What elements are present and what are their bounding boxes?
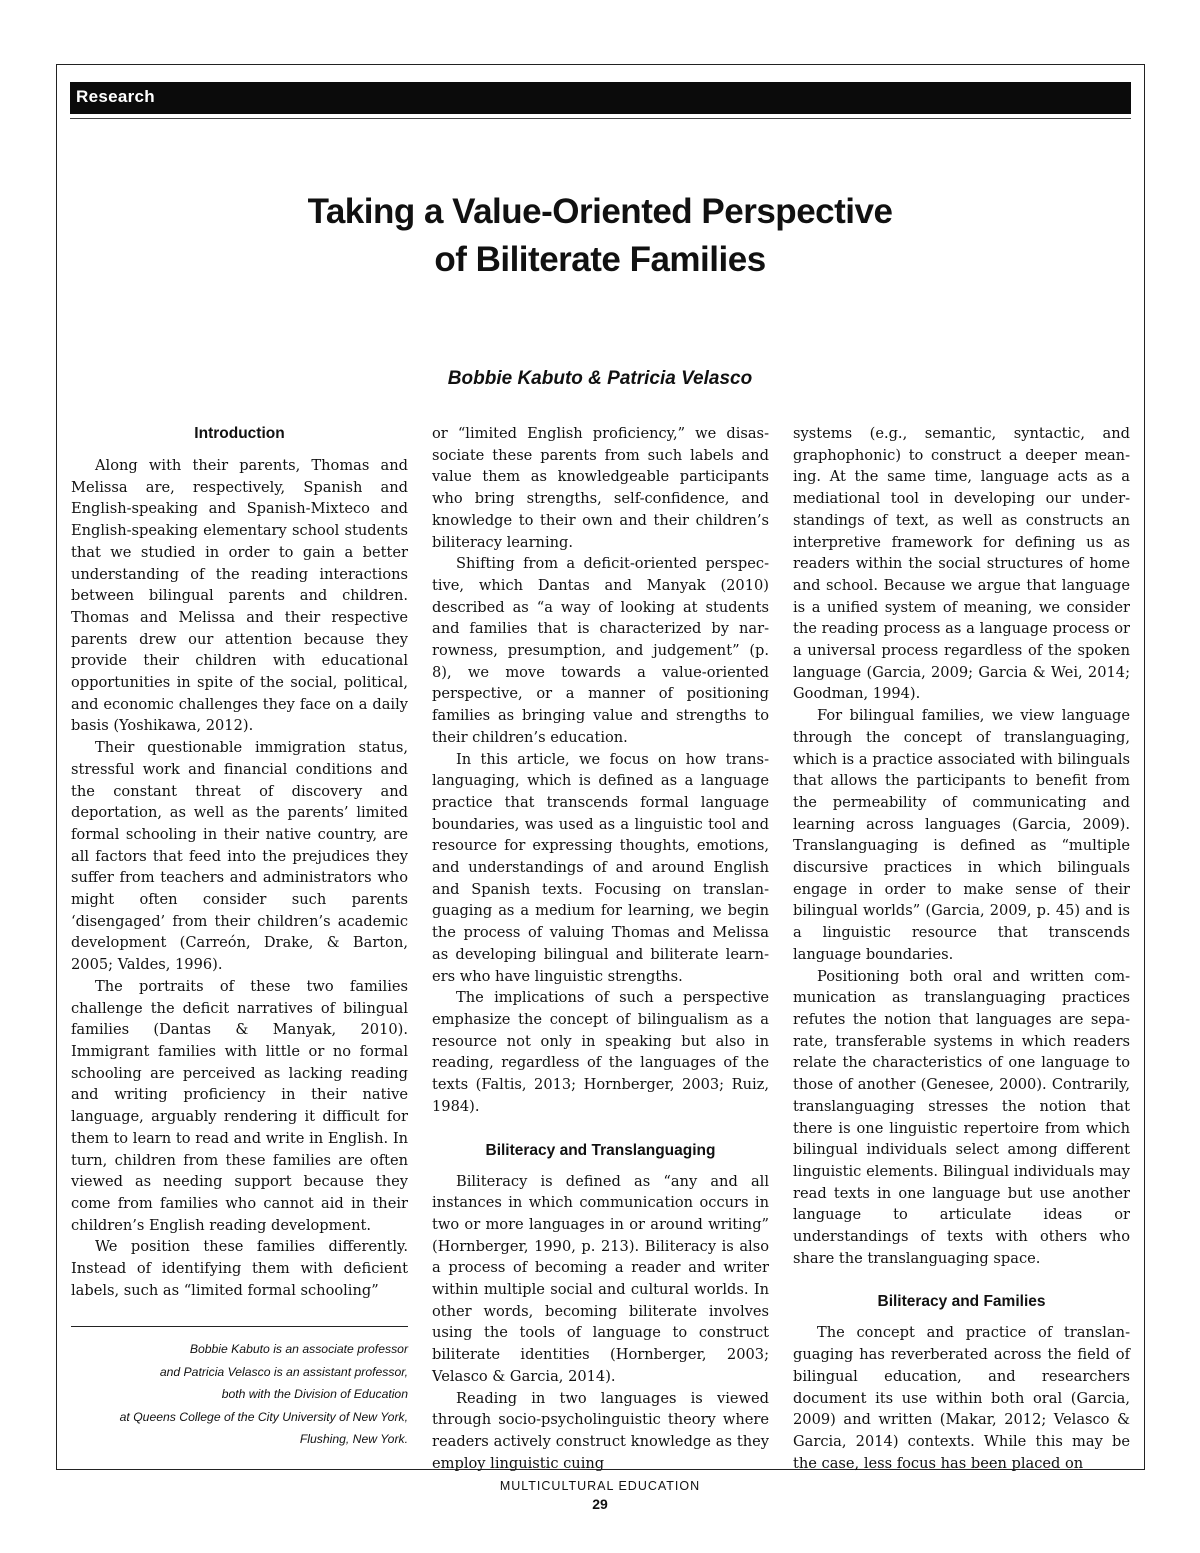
title-line-1: Taking a Value-Oriented Perspective xyxy=(307,192,893,231)
heading-biliteracy-translanguaging: Biliteracy and Translanguaging xyxy=(485,1141,716,1159)
paragraph: Reading in two languages is viewed through socio-psycholinguistic theory where readers actively construct knowledge as they employ linguistic cuing xyxy=(432,1389,769,1472)
paragraph: The portraits of these two families challenge the deficit narratives of bilingual families (Dantas & Manyak, 2010). Immigrant families with little or no formal schooling are perceived as lacking reading and writing proficiency in their native language, arguably rendering it difficult for them to learn to read and write in English. In turn, children from these families are often viewed as needing support because they come from families who cannot aid in their children’s English reading development. xyxy=(71,977,408,1234)
paragraph: We position these families differently. Instead of identifying them with deficient labels, such as “limited formal schooling” xyxy=(71,1238,408,1299)
article-title xyxy=(0,188,1200,284)
text-column-3 xyxy=(793,423,1130,1474)
heading-introduction: Introduction xyxy=(194,425,285,442)
footnote-line: and Patricia Velasco is an assistant professor, xyxy=(159,1364,408,1379)
paragraph: The implications of such a perspective emphasize the concept of bilingualism as a resource not only in speaking but also in reading, regardless of the languages of the texts (Faltis, 2013; Hornberger, 2003; Ruiz, 1984). xyxy=(432,989,769,1115)
text-column-2 xyxy=(432,423,769,1474)
header-rule xyxy=(70,118,1131,119)
section-header-bar xyxy=(70,82,1131,114)
article-authors: Bobbie Kabuto & Patricia Velasco xyxy=(447,368,753,389)
text-column-1 xyxy=(71,423,408,1301)
paragraph: For bilingual families, we view language through the concept of translanguaging, which is a practice associated with bilinguals that allows the participants to benefit from the permeability of communicating and learning across languages (Garcia, 2009). Translanguaging is defined as “multiple discursive practices in which bilinguals engage in order to make sense of their bilingual worlds” (Garcia, 2009, p. 45) and is a linguistic resource that transcends language boundaries. xyxy=(793,707,1130,963)
paragraph: systems (e.g., semantic, syntactic, and graphophonic) to construct a deeper meaning. At the same time, language acts as a mediational tool in developing our understandings of text, as well as constructs an interpretive framework for defining us as readers within the social structures of home and school. Because we argue that language is a unified system of meaning, we consider the reading process as a language process or a universal process regardless of the spoken language (Garcia, 2009; Garcia & Wei, 2014; Goodman, 1994). xyxy=(793,425,1130,703)
footnote-line: Flushing, New York. xyxy=(299,1432,408,1446)
author-footnote xyxy=(71,1338,408,1451)
paragraph: Their questionable immigration status, stressful work and financial conditions and the constant threat of discovery and deportation, as well as the parents’ limited formal schooling in their native country, are all factors that feed into the prejudices they suffer from teachers and administrators who might often consider such parents ‘disengaged’ from their children’s academic development (Carreón, Drake, & Barton, 2005; Valdes, 1996). xyxy=(71,739,408,974)
paragraph: or “limited English proficiency,” we disassociate these parents from such labels and value them as knowledgeable participants who bring strengths, self-confidence, and knowledge to their own and their children’s biliteracy learning. xyxy=(432,425,769,551)
section-label: Research xyxy=(76,87,155,106)
footnote-line: both with the Division of Education xyxy=(221,1387,408,1401)
page-number: 29 xyxy=(592,1496,608,1512)
heading-biliteracy-families: Biliteracy and Families xyxy=(877,1293,1046,1311)
footnote-line: at Queens College of the City University of New York, xyxy=(119,1409,408,1424)
paragraph: In this article, we focus on how translanguaging, which is defined as a language practice that transcends formal language boundaries, was used as a linguistic tool and resource for expressing thoughts, emotions, and understandings of and around English and Spanish texts. Focusing on translanguaging as a medium for learning, we begin the process of valuing Thomas and Melissa as developing bilingual and biliterate learners who have linguistic strengths. xyxy=(432,750,769,985)
paragraph: Biliteracy is defined as “any and all instances in which communication occurs in two or more languages in or around writing” (Hornberger, 1990, p. 213). Biliteracy is also a process of becoming a reader and writer within multiple social and cultural worlds. In other words, becoming biliterate involves using the tools of language to construct biliterate identities (Hornberger, 2003; Velasco & Garcia, 2014). xyxy=(432,1172,769,1385)
paragraph: The concept and practice of translanguaging has reverberated across the field of bilingual education, and researchers document its use within both oral (Garcia, 2009) and written (Makar, 2012; Velasco & Garcia, 2014) contexts. While this may be the case, less focus has been placed on xyxy=(793,1324,1130,1472)
paragraph: Positioning both oral and written communication as translanguaging practices refutes the notion that languages are separate, transferable systems in which readers relate the characteristics of one language to those of another (Genesee, 2000). Contrarily, translanguaging stresses the notion that there is one linguistic repertoire from which bilingual individuals select among different linguistic elements. Bilingual individuals may read texts in one language but use another language to articulate ideas or understandings of texts with others who share the translanguaging space. xyxy=(793,967,1130,1267)
journal-name: MULTICULTURAL EDUCATION xyxy=(499,1479,701,1493)
footnote-rule xyxy=(71,1326,408,1327)
title-line-2: of Biliterate Families xyxy=(434,240,766,279)
footnote-line: Bobbie Kabuto is an associate professor xyxy=(189,1342,408,1356)
paragraph: Along with their parents, Thomas and Melissa are, respectively, Spanish and English-speaking and Spanish-Mixteco and English-speaking elementary school students that we studied in order to gain a better understanding of the reading interactions between bilingual parents and children. Thomas and Melissa and their respective parents drew our attention because they provide their children with educational opportunities in spite of the social, political, and economic challenges they face on a daily basis (Yoshikawa, 2012). xyxy=(71,457,408,735)
paragraph: Shifting from a deficit-oriented perspective, which Dantas and Manyak (2010) described as “a way of looking at students and families that is characterized by narrowness, presumption, and judgement” (p. 8), we move towards a value-oriented perspective, or a manner of positioning families as bringing value and strengths to their children’s education. xyxy=(432,555,769,746)
